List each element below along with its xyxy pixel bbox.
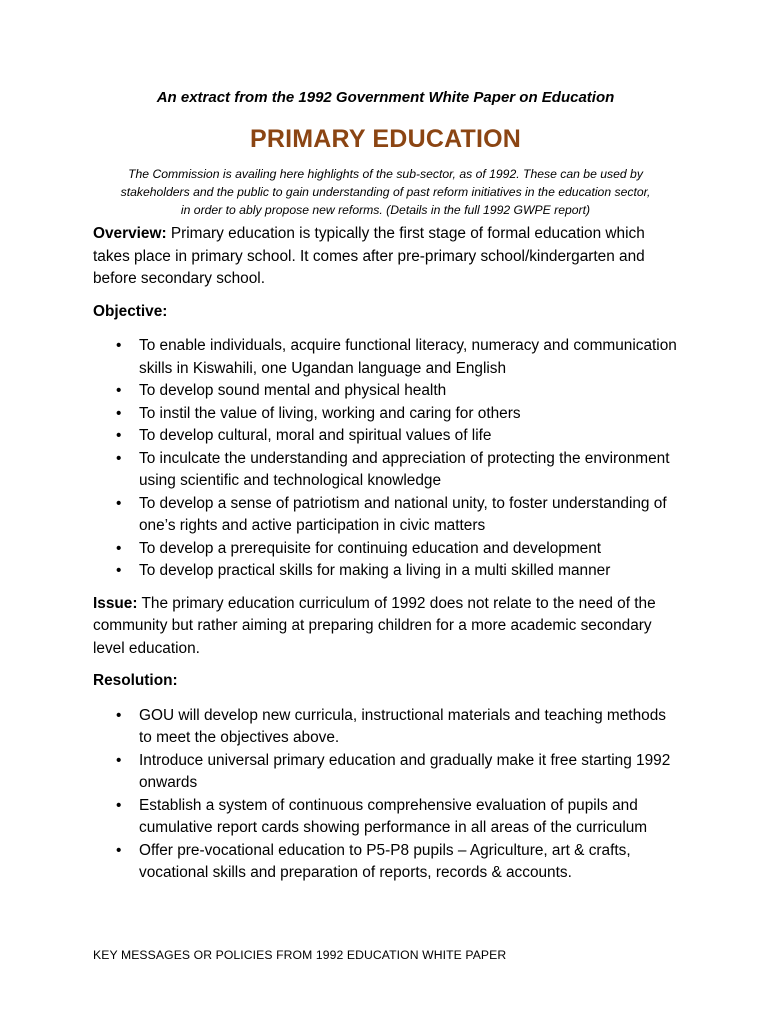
bullet-icon: •: [116, 751, 122, 769]
bullet-icon: •: [116, 796, 122, 814]
page-footer: KEY MESSAGES OR POLICIES FROM 1992 EDUCATION WHITE PAPER: [93, 948, 507, 962]
overview-text: Primary education is typically the first stage of formal education which takes place in primary school. It comes after pre-primary school/kindergarten and before secondary school.: [93, 225, 645, 287]
intro-note: [93, 165, 678, 219]
list-item: • Offer pre-vocational education to P5-P8 pupils – Agriculture, art & crafts, vocational skills and preparation of reports, records & accounts.: [116, 841, 631, 881]
list-item: • To develop a prerequisite for continuing education and development: [93, 538, 678, 561]
bullet-icon: •: [116, 404, 122, 422]
bullet-icon: •: [116, 494, 122, 512]
list-item: • To develop practical skills for making a living in a multi skilled manner: [93, 560, 678, 583]
list-item: • To develop sound mental and physical health: [93, 380, 678, 403]
intro-line: in order to ably propose new reforms. (Details in the full 1992 GWPE report): [180, 203, 591, 217]
bullet-icon: •: [116, 427, 122, 444]
bullet-icon: •: [116, 449, 122, 467]
objective-label: Objective:: [93, 302, 168, 320]
main-title: PRIMARY EDUCATION: [249, 125, 521, 153]
list-item: • To enable individuals, acquire functional literacy, numeracy and communication skills in Kiswahili, one Ugandan language and English: [116, 337, 677, 377]
issue-text: The primary education curriculum of 1992 does not relate to the need of the community but rather aiming at preparing children for a more academic secondary level education.: [93, 594, 656, 657]
bullet-icon: •: [116, 539, 122, 557]
bullet-icon: •: [116, 337, 122, 354]
list-item: • To inculcate the understanding and appreciation of protecting the environment using scientific and technological knowledge: [116, 449, 670, 489]
extract-title: An extract from the 1992 Government White Paper on Education: [156, 89, 615, 106]
overview-paragraph: [93, 223, 678, 291]
issue-label: Issue:: [93, 594, 138, 612]
overview-label: Overview:: [93, 225, 167, 242]
bullet-icon: •: [116, 382, 122, 399]
objective-list: [93, 335, 678, 583]
intro-line: The Commission is availing here highlights of the sub-sector, as of 1992. These can be used by: [128, 167, 643, 181]
list-item: • To instil the value of living, working and caring for others: [93, 403, 678, 426]
bullet-icon: •: [116, 562, 122, 579]
list-item: • Establish a system of continuous comprehensive evaluation of pupils and cumulative report cards showing performance in all areas of the curriculum: [116, 796, 648, 836]
list-item: • Introduce universal primary education and gradually make it free starting 1992 onwards: [116, 751, 671, 791]
bullet-icon: •: [116, 706, 122, 724]
bullet-icon: •: [116, 841, 122, 859]
resolution-list: [93, 705, 678, 885]
document-page: [93, 88, 678, 885]
issue-paragraph: [93, 593, 678, 661]
list-item: • To develop cultural, moral and spiritual values of life: [93, 425, 678, 448]
resolution-label: Resolution:: [93, 672, 178, 689]
intro-line: stakeholders and the public to gain understanding of past reform initiatives in the education sector,: [120, 185, 651, 199]
list-item: • To develop a sense of patriotism and national unity, to foster understanding of one’s rights and active participation in civic matters: [116, 494, 667, 534]
list-item: • GOU will develop new curricula, instructional materials and teaching methods to meet the objectives above.: [116, 706, 666, 746]
